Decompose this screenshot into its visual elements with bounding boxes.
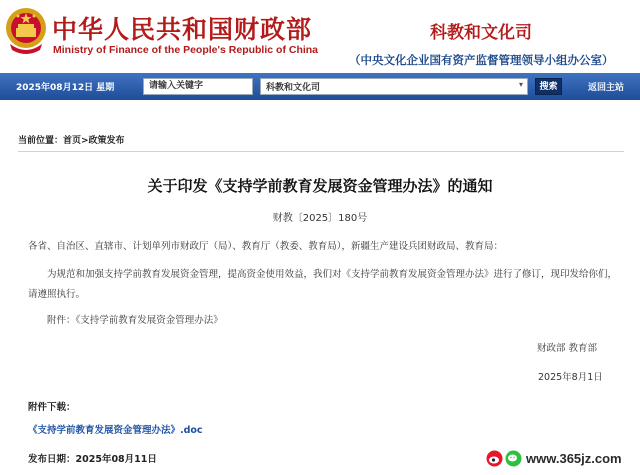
return-home-link[interactable]: 返回主站 xyxy=(588,83,625,93)
attachment-download-link[interactable]: 《支持学前教育发展资金管理办法》.doc xyxy=(28,425,203,436)
wechat-icon xyxy=(505,450,522,467)
navigation-bar xyxy=(0,73,640,100)
breadcrumb[interactable]: 当前位置：首页>政策发布 xyxy=(18,136,125,146)
signing-date: 2025年8月1日 xyxy=(538,372,603,383)
department-title: 科教和文化司 xyxy=(430,23,532,43)
document-number: 财教〔2025〕180号 xyxy=(272,213,368,224)
department-select-value: 科教和文化司 xyxy=(266,83,321,93)
national-emblem-icon[interactable] xyxy=(4,4,48,56)
site-title[interactable]: 中华人民共和国财政部 xyxy=(52,15,313,44)
article-container xyxy=(10,127,630,475)
attachment-note: 附件：《支持学前教育发展资金管理办法》 xyxy=(47,315,223,326)
search-input[interactable]: 请输入关键字 xyxy=(143,78,253,95)
article-title: 关于印发《支持学前教育发展资金管理办法》的通知 xyxy=(147,177,493,195)
site-subtitle: Ministry of Finance of the People's Republic of China xyxy=(53,44,319,56)
publish-date: 发布日期：2025年08月11日 xyxy=(28,454,157,465)
weibo-icon xyxy=(486,450,503,467)
department-select[interactable] xyxy=(260,78,528,95)
chevron-down-icon: ▾ xyxy=(518,80,523,89)
addressee-text: 各省、自治区、直辖市、计划单列市财政厅（局）、教育厅（教委、教育局），新疆生产建设兵团财政局、教育局： xyxy=(28,241,504,252)
watermark-text: www.365jz.com xyxy=(526,450,622,466)
site-header xyxy=(0,0,640,72)
watermark xyxy=(486,447,622,469)
divider xyxy=(18,151,624,152)
department-subtitle: （中央文化企业国有资产监督管理领导小组办公室） xyxy=(349,53,614,67)
search-button[interactable]: 搜索 xyxy=(535,78,562,95)
issuing-authorities: 财政部 教育部 xyxy=(537,343,598,354)
current-date: 2025年08月12日 星期 xyxy=(16,83,115,93)
article-body: 为规范和加强支持学前教育发展资金管理，提高资金使用效益，我们对《支持学前教育发展资金管理办法》进行了修订，现印发给你们，请遵照执行。 xyxy=(28,269,618,300)
attachment-download-label: 附件下载： xyxy=(28,402,76,413)
